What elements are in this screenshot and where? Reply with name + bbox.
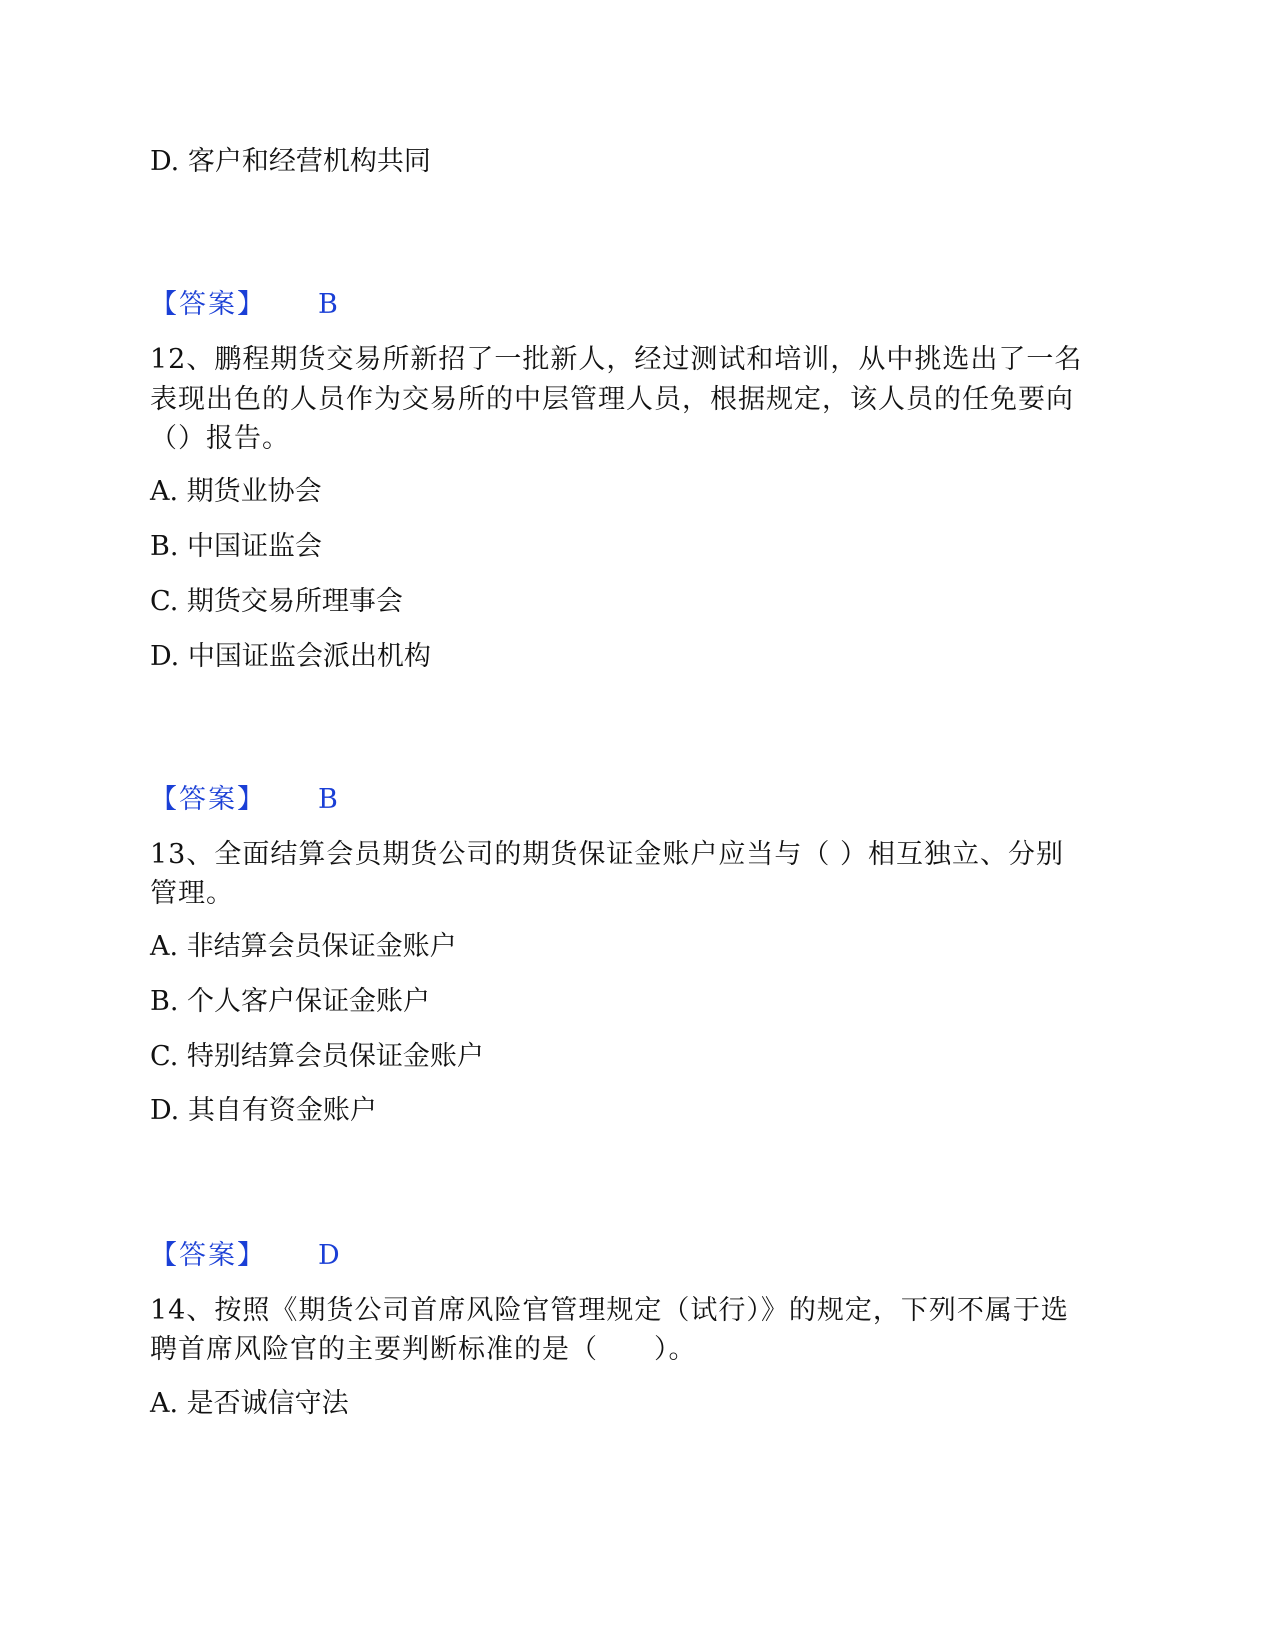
answer-value: B [318, 289, 338, 320]
question-14-line-2: 聘首席风险官的主要判断标准的是（ ）。 [150, 1334, 697, 1365]
option-b: B. 中国证监会 [150, 531, 323, 562]
option-a: A. 期货业协会 [150, 476, 322, 507]
answer-label: 【答案】 [150, 784, 266, 815]
answer-row [150, 1236, 340, 1276]
answer-value: D [318, 1240, 340, 1271]
answer-label: 【答案】 [150, 289, 266, 320]
option-b: B. 个人客户保证金账户 [150, 986, 431, 1017]
question-14-line-1: 14、按照《期货公司首席风险官管理规定（试行）》的规定，下列不属于选 [150, 1295, 1069, 1326]
answer-row [150, 780, 338, 820]
option-c: C. 期货交易所理事会 [150, 586, 403, 617]
option-d: D. 客户和经营机构共同 [150, 146, 431, 177]
answer-label: 【答案】 [150, 1240, 266, 1271]
question-12-line-2: 表现出色的人员作为交易所的中层管理人员，根据规定，该人员的任免要向 [150, 384, 1074, 415]
option-c: C. 特别结算会员保证金账户 [150, 1041, 484, 1072]
answer-row [150, 285, 338, 325]
option-a: A. 是否诚信守法 [150, 1388, 349, 1419]
option-a: A. 非结算会员保证金账户 [150, 931, 457, 962]
question-12-line-3: （）报告。 [150, 423, 290, 454]
answer-value: B [318, 784, 338, 815]
option-d: D. 中国证监会派出机构 [150, 641, 431, 672]
question-12-line-1: 12、鹏程期货交易所新招了一批新人，经过测试和培训，从中挑选出了一名 [150, 344, 1083, 375]
option-d: D. 其自有资金账户 [150, 1095, 377, 1126]
question-13-line-1: 13、全面结算会员期货公司的期货保证金账户应当与（ ）相互独立、分别 [150, 839, 1064, 870]
question-13-line-2: 管理。 [150, 878, 234, 909]
